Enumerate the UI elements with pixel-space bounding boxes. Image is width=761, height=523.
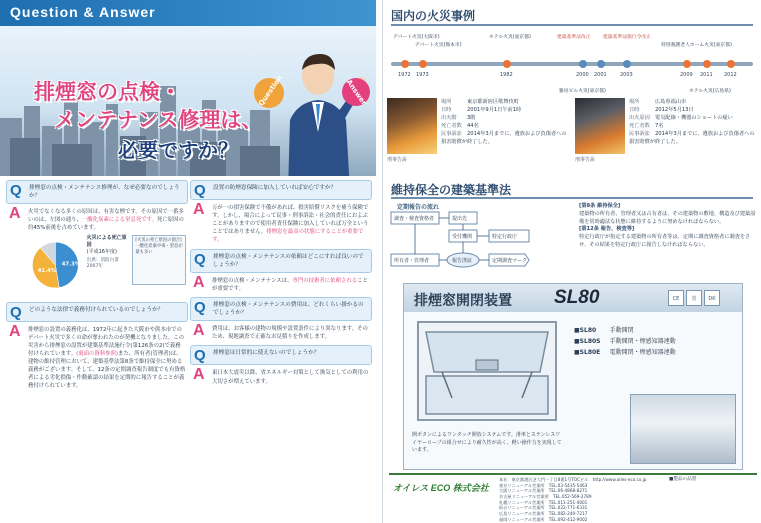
- pie-data-label: 47.3%: [61, 261, 81, 268]
- fire-detail-row: [441, 114, 569, 122]
- answer-box: [190, 368, 372, 389]
- pie-data-label: 41.4%: [37, 267, 57, 274]
- a-mark-icon: A: [193, 201, 205, 218]
- contact-line: 仙台リニューアル営業所 TEL.022-771-6331: [499, 505, 588, 511]
- quality-tag: ■製品の品質: [669, 477, 697, 482]
- answer-box: [6, 207, 188, 301]
- fire-photo: [575, 98, 625, 154]
- chart-legend-sub: (平成16年度): [86, 248, 117, 255]
- detail-key: 民事訴訟: [629, 131, 650, 138]
- detail-value: 電気配線・機器のショートの疑い: [655, 115, 733, 122]
- cert-icon: DK: [704, 290, 720, 306]
- fire-case-details: [629, 98, 757, 146]
- model-row: [574, 337, 676, 348]
- left-page-qa: [0, 0, 376, 523]
- question-text: 排煙窓の点検・メンテナンスの費用は、どれくらい掛かるのでしょうか？: [213, 301, 364, 317]
- timeline-marker: [727, 60, 735, 68]
- flow-node-label: 提出先: [452, 216, 468, 222]
- answer-text: [212, 277, 370, 293]
- model-code: SL80S: [579, 337, 601, 345]
- report-flow-diagram: [389, 208, 575, 282]
- q-mark-icon: Q: [10, 182, 22, 199]
- question-badge: Question: [248, 72, 290, 114]
- article-text: 特定行政庁が指定する建築物の所有者等は、定期に調査資格者に調査をさせ、その結果を特定行政庁に報告しなければならない。: [579, 234, 751, 248]
- timeline-event: 雑居ビル火災(東京都): [559, 89, 606, 94]
- pie-chart: [28, 235, 83, 295]
- model-code: SL80E: [579, 348, 601, 356]
- qa-header-band: [0, 0, 376, 26]
- detail-key: 民事訴訟: [441, 131, 462, 138]
- businessman-illustration: [268, 42, 368, 176]
- timeline-year: 1972: [398, 72, 411, 78]
- detail-key: 死亡者数: [441, 123, 462, 130]
- model-desc: 手動開閉: [609, 327, 634, 334]
- model-list: [574, 326, 676, 358]
- contact-line: 福岡リニューアル営業所 TEL.092-412-9002: [499, 516, 588, 522]
- hero-title-line2: メンテナンス修理は、: [54, 108, 263, 132]
- contact-line: 広島リニューアル営業所 TEL.082-240-7217: [499, 511, 588, 517]
- question-box: [6, 180, 188, 204]
- contact-line: 名古屋リニューアル営業所 TEL.052-569-2789: [499, 494, 592, 500]
- timeline-marker: [703, 60, 711, 68]
- q-mark-icon: Q: [194, 298, 206, 316]
- product-code: SL80: [554, 287, 600, 308]
- detail-value: 2001年9月1日午前1時: [467, 107, 522, 114]
- detail-value: 7名: [655, 123, 664, 130]
- section-title-fire-cases: 国内の火災事例: [391, 9, 476, 23]
- fire-history-timeline: [389, 30, 755, 98]
- chart-legend-title: 火災による死亡原因: [86, 234, 127, 248]
- smoke-window-illustration: [412, 316, 562, 426]
- flow-node-label: 調査・検査資格者: [394, 216, 435, 222]
- answer-text-part: 排煙窓の設置の義務化は、1972年に起きた大阪市や熊本市でのデパート火災で多くの命が奪われたのが契機となりました。この災害から排煙窓の設置が建築基準法施行令(第126条の2)で義務付けられています。: [28, 326, 185, 357]
- question-text: 排煙窓の点検・メンテナンスの依頼はどこにすれば良いのでしょうか？: [213, 253, 364, 268]
- answer-text: 東日本大震災以降、省エネルギー対策として換気としての利用の大切さが増えています。: [212, 370, 369, 385]
- timeline-marker: [579, 60, 587, 68]
- a-mark-icon: A: [193, 322, 205, 340]
- answer-badge: Answer: [337, 73, 376, 112]
- flow-node-label: 定期調査マーク: [492, 258, 528, 264]
- timeline-event: 特別養護老人ホーム火災(東京都): [661, 43, 732, 48]
- cert-icon: CE: [668, 290, 684, 306]
- answer-box: [190, 203, 372, 249]
- bullet-icon: ■: [574, 337, 580, 345]
- fire-case-card: [575, 98, 757, 170]
- detail-value: 2014年3月までに、遺族および負傷者への損害賠償が終了した。: [629, 131, 755, 146]
- chart-source-note: 出典：消防白書2007年: [86, 257, 119, 269]
- fire-detail-row: [629, 98, 757, 106]
- qa-column-right: [190, 180, 372, 390]
- answer-box: [190, 324, 372, 345]
- answer-highlight: (裏面の資料参照): [76, 350, 119, 357]
- model-code: SL80: [579, 327, 597, 334]
- question-box: [190, 249, 372, 273]
- answer-text: 費用は、お客様の建物の規模や設置条件により異なります。そのため、現地調査で正確なお見積りを作成します。: [212, 326, 368, 341]
- company-address: 本社：東京都港区芝大門一丁目8番1号TOCビル http://www.oiles-eco.co.jp: [499, 477, 647, 482]
- certification-icons: [668, 290, 720, 306]
- a-mark-icon: A: [9, 322, 21, 340]
- article-heading: [第8条 維持保全]: [579, 203, 621, 209]
- bullet-icon: ■: [574, 327, 580, 334]
- q-mark-icon: Q: [194, 250, 206, 268]
- model-row: [574, 326, 676, 337]
- fire-detail-row: [629, 130, 757, 146]
- contact-line: 東京リニューアル営業所 TEL.03-5435-5463: [499, 482, 588, 488]
- timeline-marker: [623, 60, 631, 68]
- timeline-year: 2003: [620, 72, 633, 78]
- timeline-year: 2000: [576, 72, 589, 78]
- timeline-event: ホテル火災(東京都): [489, 35, 531, 40]
- timeline-year: 1973: [416, 72, 429, 78]
- company-name: オイレス ECO 株式会社: [393, 483, 489, 493]
- answer-text-part: 万が一の損害保険で不備があれば、損害賠償リスクを補う保険です。しかし、場合によって民事・刑事訴訟・社会的責任におよぶことがありますので使用者責任保険に加入していれば万全ということではありません。: [212, 205, 369, 236]
- timeline-year: 2009: [680, 72, 693, 78]
- timeline-event: デパート火災(熊本市): [415, 43, 462, 48]
- answer-text-part: 火災でなくなる多くの原因は、有害な煙です。その原因で一番多いのは、左図の通り、: [28, 209, 184, 224]
- timeline-year: 2001: [594, 72, 607, 78]
- detail-value: 2014年3月までに、遺族および負傷者への損害賠償が終了した。: [441, 131, 567, 146]
- section-rule: [391, 197, 753, 199]
- article-text: 建築物の所有者、管理者又は占有者は、その建築物の敷地、構造及び建築設備を常時適法な状態に維持するように努めなければならない。: [579, 210, 756, 225]
- fire-detail-row: [441, 98, 569, 106]
- hero-title-line1: 排煙窓の点検・: [34, 80, 181, 104]
- a-mark-icon: A: [193, 366, 205, 384]
- timeline-marker: [503, 60, 511, 68]
- detail-value: 3階: [467, 115, 476, 122]
- contact-list: [499, 477, 755, 522]
- answer-text: [28, 208, 186, 232]
- q-mark-icon: Q: [194, 182, 206, 199]
- fire-detail-row: [441, 130, 569, 146]
- flow-node-label: 報告済証: [452, 258, 473, 264]
- company-logo: [393, 481, 489, 494]
- detail-key: 場所: [629, 99, 640, 105]
- detail-key: 場所: [441, 99, 452, 105]
- question-box: [6, 302, 188, 322]
- answer-box: [6, 322, 188, 395]
- detail-value: 44名: [467, 123, 479, 130]
- fire-detail-row: [441, 106, 569, 114]
- detail-key: 出火原因: [629, 115, 650, 122]
- product-title: 排煙窓開閉装置: [414, 293, 512, 309]
- answer-text-part: また、所有者(管理者)は、建物の維持管理において、建築基準法第8条で維持保全に努める義務がございます。そして、12条の定期調査報告制度でも有資格者による劣化損傷・作動確認の結果を定期的に報告することが義務付けられています。: [28, 350, 186, 390]
- timeline-marker: [683, 60, 691, 68]
- fire-case-details: [441, 98, 569, 146]
- fire-case-card: [387, 98, 569, 170]
- product-panel-sl80: [403, 283, 743, 470]
- product-header: [404, 284, 742, 312]
- question-box: [190, 297, 372, 321]
- detail-key: 日時: [441, 107, 452, 114]
- answer-highlight: 専門の技術者に依頼される: [292, 277, 358, 284]
- timeline-year: 2012: [724, 72, 737, 78]
- timeline-event: 建築基準法改正: [557, 35, 591, 40]
- company-footer: [389, 473, 757, 521]
- law-articles: [579, 203, 757, 250]
- article-heading: [第12条 報告、検査等]: [579, 226, 635, 233]
- section-rule: [391, 24, 753, 26]
- model-row: [574, 348, 676, 359]
- question-text: 設置の防煙窓保険に加入していれば安心ですか？: [213, 185, 337, 191]
- a-mark-icon: A: [9, 205, 21, 223]
- room-photo: [630, 394, 736, 464]
- a-mark-icon: A: [193, 273, 205, 291]
- criminal-case-label: 刑事告訴: [387, 157, 408, 163]
- qa-column-left: [6, 180, 188, 394]
- fire-detail-row: [629, 114, 757, 122]
- contact-line: 大阪リニューアル営業所 TEL.06-4868-8271: [499, 488, 588, 494]
- detail-key: 死亡者数: [629, 123, 650, 130]
- flow-node-label: 特定行政庁: [492, 234, 518, 240]
- hero-title-line3: 必要ですか？: [118, 138, 238, 162]
- criminal-case-label: 刑事告訴: [575, 157, 596, 163]
- cause-of-death-chart: [28, 235, 186, 295]
- timeline-marker: [597, 60, 605, 68]
- fire-detail-row: [441, 122, 569, 130]
- answer-highlight: 一酸化炭素による窒息死です。: [81, 217, 157, 224]
- timeline-marker: [401, 60, 409, 68]
- timeline-year: 1982: [500, 72, 513, 78]
- contact-line: 札幌リニューアル営業所 TEL.011-251-4001: [499, 499, 588, 505]
- model-desc: 手動開閉・煙感知器連動: [609, 337, 676, 345]
- question-box: [190, 345, 372, 365]
- timeline-marker: [419, 60, 427, 68]
- q-mark-icon: Q: [194, 347, 206, 365]
- chart-legend: [83, 235, 130, 295]
- flow-diagram-title: 定期報告の流れ: [397, 204, 440, 211]
- question-text: 排煙窓の点検・メンテナンス修理が、なぜ必要なのでしょうか？: [29, 185, 180, 200]
- timeline-event: デパート火災(大阪市): [393, 35, 440, 40]
- chart-memo-box: [火災の死亡原因の割合] 一酸化炭素中毒・窒息が最も多い: [132, 235, 186, 285]
- model-desc: 電動開閉・煙感知器連動: [609, 348, 676, 356]
- fire-photo: [387, 98, 437, 154]
- qa-header-text: Question & Answer: [10, 4, 156, 20]
- timeline-year: 2011: [700, 72, 713, 78]
- question-text: 排煙窓は日常的に使えないのでしょうか？: [213, 350, 320, 357]
- question-box: [190, 180, 372, 200]
- timeline-event: ホテル火災(広島県): [689, 89, 731, 94]
- answer-text-part: 排煙窓の点検・メンテナンスは、: [212, 277, 293, 284]
- answer-text-part: ことが重要です。: [212, 277, 368, 292]
- detail-value: 2012年5月13日: [655, 107, 694, 114]
- detail-value: 東京都新宿区歌舞伎町: [467, 99, 519, 105]
- hero-banner: [0, 26, 376, 176]
- timeline-event: 建築基準法施行令改正: [603, 35, 651, 40]
- q-mark-icon: Q: [10, 303, 22, 321]
- flow-node-label: 所有者・管理者: [394, 258, 430, 264]
- bullet-icon: ■: [574, 348, 580, 356]
- cert-icon: 省: [686, 290, 702, 306]
- question-text: どのような法律で義務付けられているのでしょうか？: [29, 306, 164, 313]
- answer-box: [190, 273, 372, 297]
- detail-key: 日時: [629, 107, 640, 114]
- section-title-building-law: 維持保全の建築基準法: [391, 183, 512, 197]
- detail-value: 広島県福山市: [655, 99, 687, 105]
- product-description: 開ボタンによるワンタッチ開放システムです。滑車とステンレスワイヤーロープの組合せにより耐久性が高く、軽い操作力を実現しています。: [412, 432, 562, 453]
- right-page-cases: [382, 0, 761, 523]
- fire-detail-row: [629, 122, 757, 130]
- answer-text: [212, 204, 370, 245]
- answer-text: [28, 326, 186, 391]
- flow-node-label: 受付機関: [452, 234, 473, 240]
- answer-text-part: 死亡原因の約45%前後を占めています。: [28, 217, 184, 232]
- answer-highlight: 排煙窓を最高の状態にすることが重要です。: [212, 229, 364, 244]
- detail-key: 出火階: [441, 115, 457, 122]
- fire-detail-row: [629, 106, 757, 114]
